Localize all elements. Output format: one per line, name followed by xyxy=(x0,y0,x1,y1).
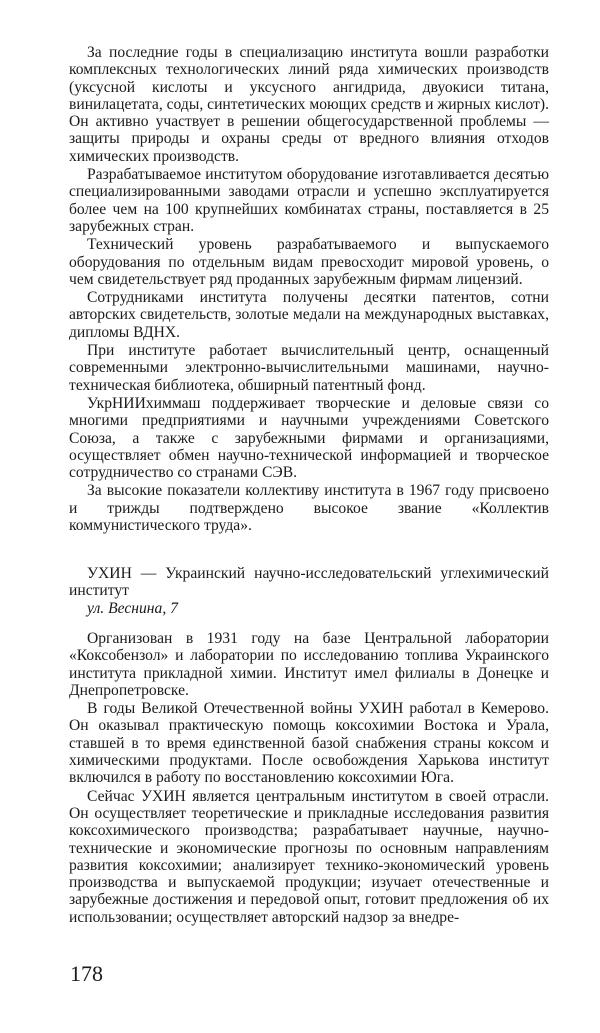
institute-entry-heading xyxy=(69,565,549,617)
institute-address: ул. Веснина, 7 xyxy=(87,599,178,617)
paragraph: В годы Великой Отечественной войны УХИН работал в Кемерово. Он оказывал практическую помощь коксохимии Востока и Урала, ставшей в то время единственной базой снабжения страны коксом и химическими продуктами. После освобождения Харькова институт включился в работу по восстановлению коксохимии Юга. xyxy=(69,700,549,787)
paragraph: За высокие показатели коллективу института в 1967 году присвоено и трижды подтверждено высокое звание «Коллектив коммунистического труда». xyxy=(69,482,549,535)
paragraph: Сотрудниками института получены десятки патентов, сотни авторских свидетельств, золотые медали на международных выставках, дипломы ВДНХ. xyxy=(69,289,549,341)
paragraph: При институте работает вычислительный центр, оснащенный современными электронно-вычислительными машинами, научно-техническая библиотека, обширный патентный фонд. xyxy=(69,342,549,394)
paragraph: За последние годы в специализацию института вошли разработки комплексных технологических линий ряда химических производств (уксусной кислоты и уксусного ангидрида, двуокиси титана, винилацетата, соды, синтетических моющих средств и жирных кислот). Он активно участвует в решении общегосударственной проблемы — защиты природы и охраны среды от вредного влияния отходов химических производств. xyxy=(69,44,549,165)
intro-text-block xyxy=(69,44,549,534)
paragraph: УкрНИИхиммаш поддерживает творческие и деловые связи со многими предприятиями и научными учреждениями Советского Союза, а также с зарубежными фирмами и организациями, осуществляет обмен научно-технической информацией и творческое сотрудничество со странами СЭВ. xyxy=(69,394,549,482)
paragraph: Технический уровень разрабатываемого и выпускаемого оборудования по отдельным видам превосходит мировой уровень, о чем свидетельствует ряд проданных зарубежным фирмам лицензий. xyxy=(69,236,549,288)
page-number: 178 xyxy=(70,961,103,986)
paragraph: Разрабатываемое институтом оборудование изготавливается десятью специализированными заводами отрасли и успешно эксплуатируется более чем на 100 крупнейших комбинатах страны, поставляется в 25 зарубежных стран. xyxy=(69,166,549,235)
entry-text-block xyxy=(69,630,549,926)
paragraph: Организован в 1931 году на базе Центральной лаборатории «Коксобензол» и лаборатории по исследованию топлива Украинского института прикладной химии. Институт имел филиалы в Донецке и Днепропетровске. xyxy=(69,630,549,699)
paragraph: Сейчас УХИН является центральным институтом в своей отрасли. Он осуществляет теоретические и прикладные исследования развития коксохимического производства; разрабатывает научные, научно-технические и экономические прогнозы по основным направлениям развития коксохимии; анализирует технико-экономический уровень производства и выпускаемой продукции; изучает отечественные и зарубежные достижения и передовой опыт, готовит предложения об их использовании; осуществляет авторский надзор за внедре- xyxy=(69,787,549,926)
institute-title: УХИН — Украинский научно-исследовательский углехимический институт xyxy=(69,565,549,600)
